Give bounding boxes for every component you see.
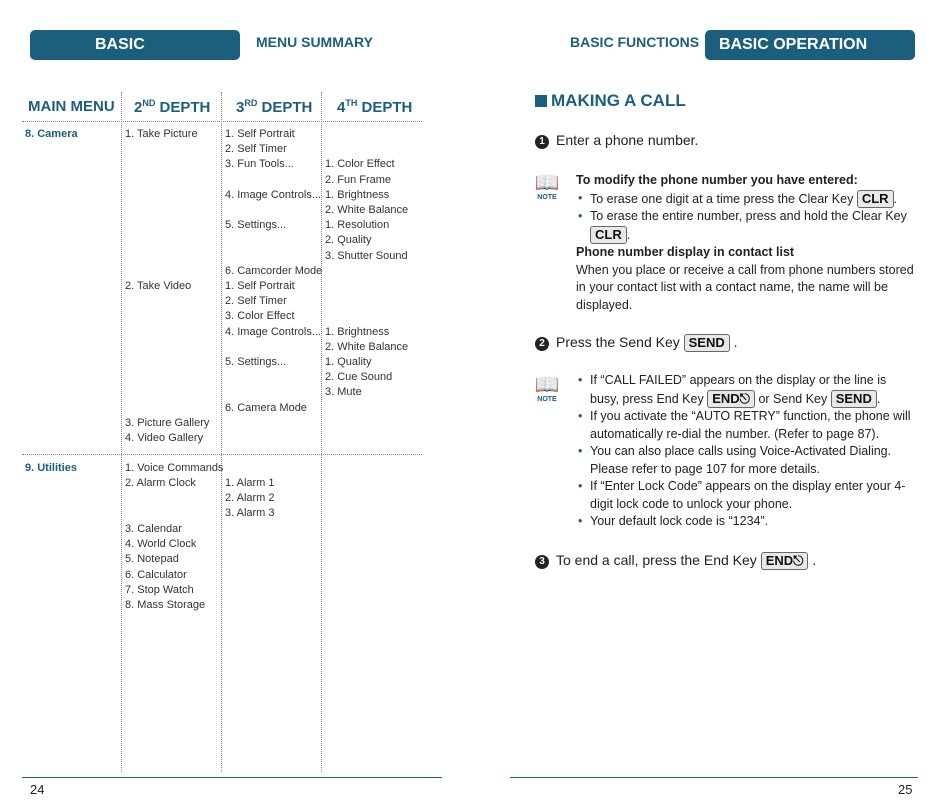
section-title: MAKING A CALL (535, 91, 686, 111)
step-2: 2 Press the Send Key SEND . (535, 334, 738, 352)
left-section-tab: BASIC OPERATION (30, 30, 240, 60)
step-3-number: 3 (535, 555, 549, 569)
send-key: SEND (831, 390, 877, 408)
section-divider (22, 454, 422, 455)
right-header-link[interactable]: BASIC FUNCTIONS (570, 34, 700, 50)
menu-utilities: 9. Utilities (25, 462, 77, 474)
right-page-number: 25 (898, 782, 913, 797)
note-2: • If “CALL FAILED” appears on the display or the line is busy, press End Key END⎋ or Send Key SEND . • If you activate the “AUTO RETRY” function, the phone will automatically re-dial the number. (Refer to page 87). • You can also place calls using Voice-Activated Dialing. Please refer to page 107 for more details. • If “Enter Lock Code” appears on the display enter your 4-digit lock code to unlock your phone. • Your default lock code is “1234”. (576, 372, 916, 531)
utilities-col2-group1: 1. Voice Commands 2. Alarm Clock (125, 462, 224, 490)
clr-key: CLR (857, 190, 894, 208)
step-2-number: 2 (535, 337, 549, 351)
menu-camera: 8. Camera (25, 128, 78, 140)
right-footer-rule (510, 777, 918, 778)
send-key: SEND (684, 334, 730, 352)
col-head-2nd-depth: 2ND DEPTH (134, 98, 211, 116)
end-key: END⎋ (707, 390, 755, 408)
end-key: END⎋ (761, 552, 809, 570)
utilities-col2-group2: 3. Calendar 4. World Clock 5. Notepad 6. Calculator 7. Stop Watch 8. Mass Storage (125, 523, 206, 612)
left-page-number: 24 (30, 782, 45, 797)
camera-col4-group2: 1. Brightness 2. White Balance 1. Quality 2. Cue Sound 3. Mute (325, 325, 409, 399)
col-head-4th-depth: 4TH DEPTH (337, 98, 413, 116)
col-head-main-menu: MAIN MENU (28, 98, 115, 115)
section-square-icon (535, 95, 547, 107)
step-1: 1 Enter a phone number. (535, 132, 698, 149)
camera-col2-group2: 2. Take Video (125, 280, 192, 292)
note-icon-1: 📖 NOTE (532, 172, 562, 201)
book-icon: 📖 (534, 172, 560, 194)
step-3: 3 To end a call, press the End Key END⎋ . (535, 552, 816, 570)
header-divider (22, 121, 422, 122)
right-section-tab: BASIC OPERATION (705, 30, 915, 60)
col-divider-1 (121, 92, 122, 772)
camera-col3-group1: 1. Self Portrait 2. Self Timer 3. Fun Tools... 4. Image Controls... 5. Settings... 6. Camcorder Mode (225, 128, 323, 277)
camera-col2-group1: 1. Take Picture (125, 128, 198, 140)
book-icon: 📖 (534, 374, 560, 396)
camera-col2-group3: 3. Picture Gallery 4. Video Gallery (125, 417, 210, 445)
note-icon-2: 📖 NOTE (532, 374, 562, 403)
left-header-link[interactable]: MENU SUMMARY (256, 34, 373, 50)
step-1-number: 1 (535, 135, 549, 149)
note-1: To modify the phone number you have entered: • To erase one digit at a time press the Clear Key CLR . • To erase the entire number, press and hold the Clear Key CLR . Phone number display in contact list When you place or receive a call from phone numbers stored in your contact list with a contact name, the name will be displayed. (576, 172, 916, 314)
utilities-col3-group1: 1. Alarm 1 2. Alarm 2 3. Alarm 3 (225, 477, 275, 520)
col-divider-2 (221, 92, 222, 772)
camera-col3-group2: 1. Self Portrait 2. Self Timer 3. Color Effect 4. Image Controls... 5. Settings... 6. Camera Mode (225, 280, 321, 414)
left-footer-rule (22, 777, 442, 778)
col-head-3rd-depth: 3RD DEPTH (236, 98, 313, 116)
clr-key: CLR (590, 226, 627, 244)
camera-col4-group1: 1. Color Effect 2. Fun Frame 1. Brightness 2. White Balance 1. Resolution 2. Quality 3. Shutter Sound (325, 158, 409, 262)
